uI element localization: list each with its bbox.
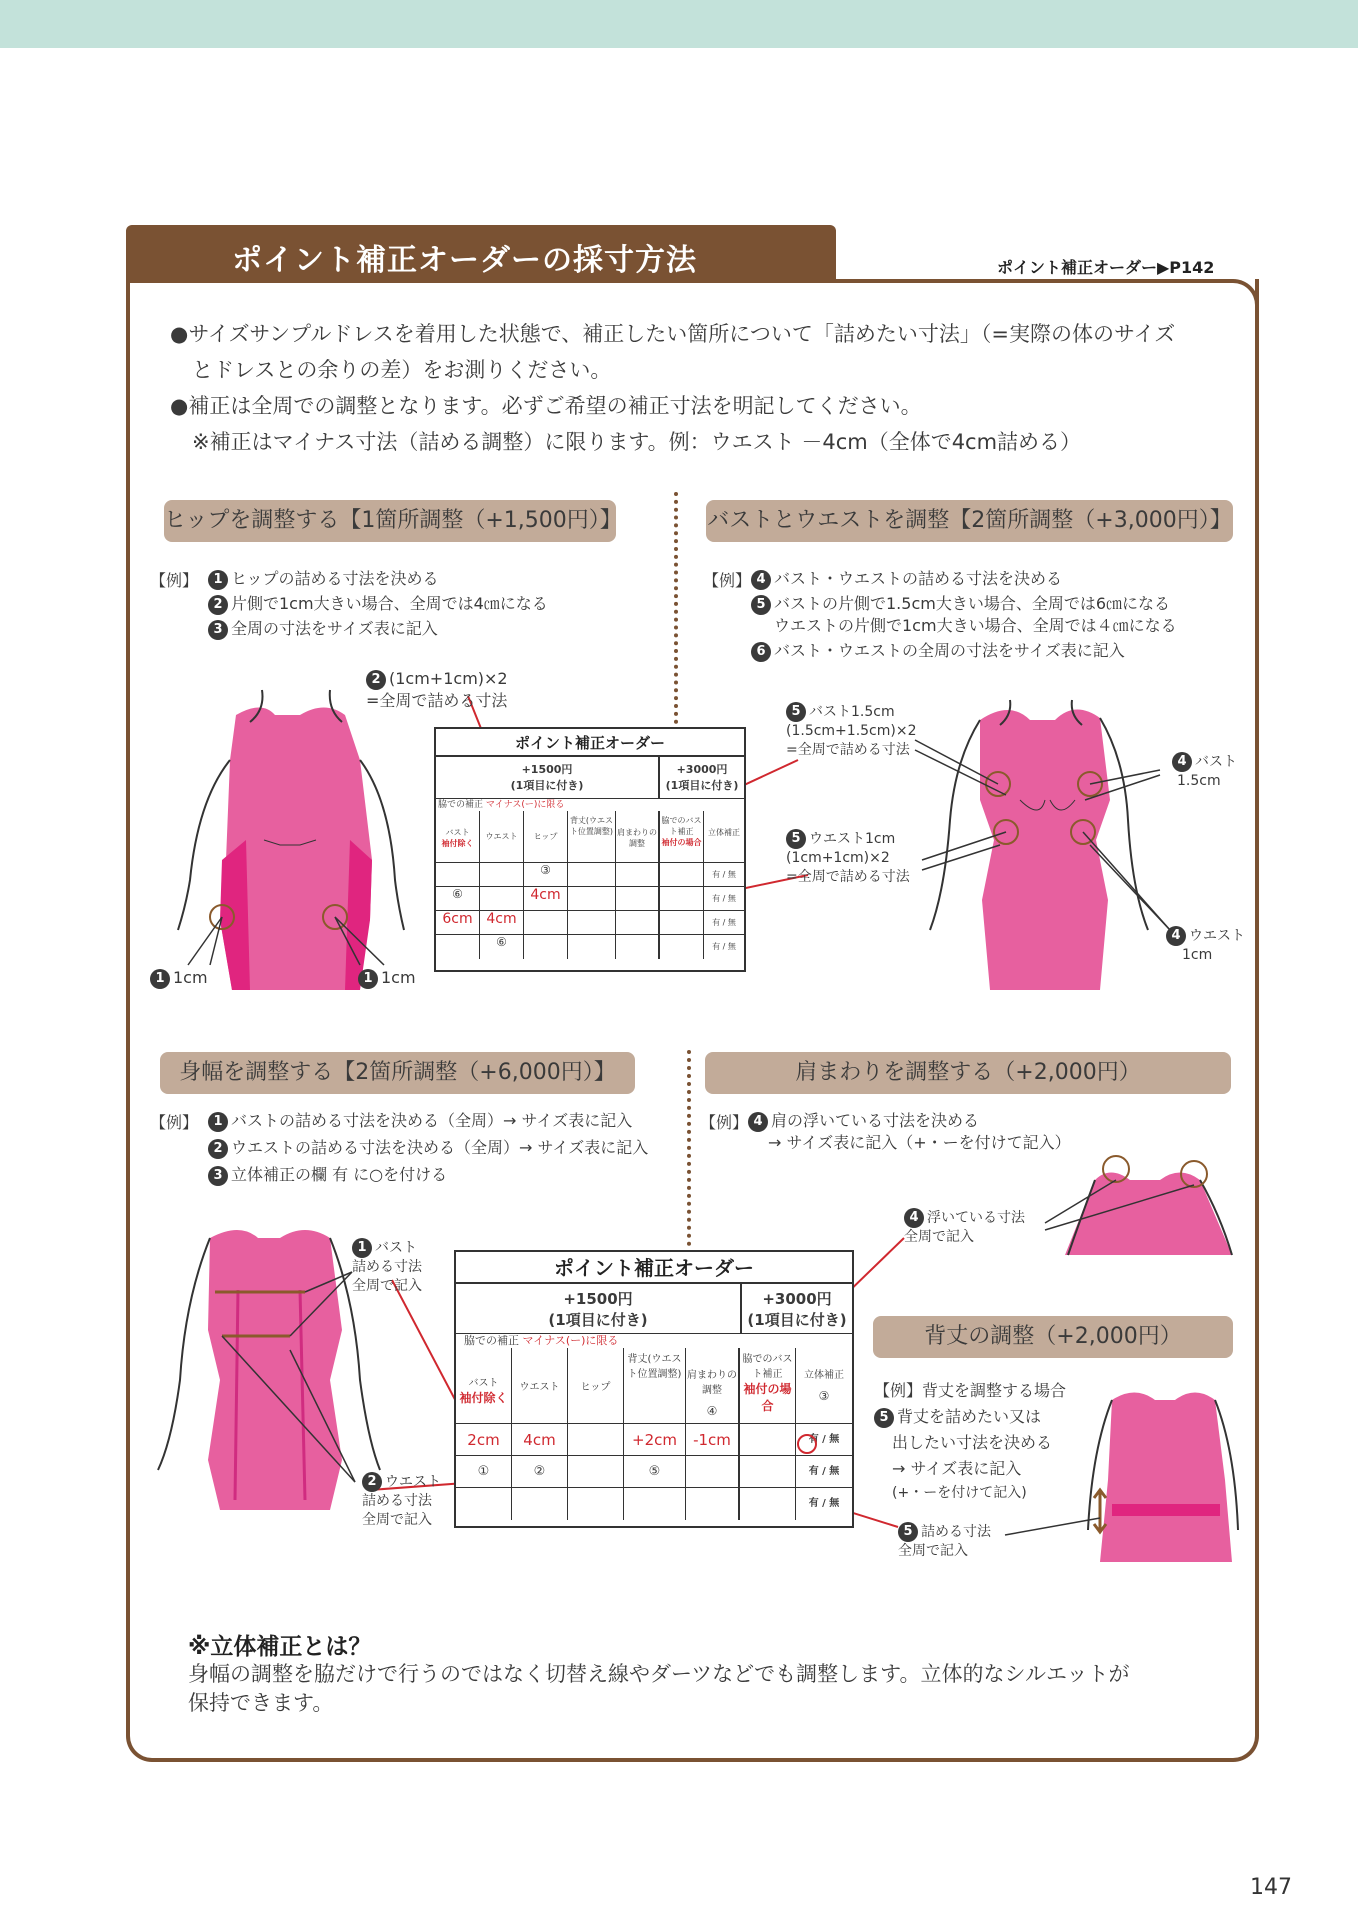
table-body: ③ 有 / 無 ⑥ 4cm 有 / 無 6cm 4cm 有 / 無 ⑥ 有 / 無 [436, 863, 744, 959]
bw-step-6: 6 バスト・ウエストの全周の寸法をサイズ表に記入 [751, 640, 1241, 662]
page-reference-link[interactable]: ポイント補正オーダー▶P142 [997, 258, 1215, 277]
body-width-waist-callout: 2 ウエスト 詰める寸法 全周で記入 [362, 1474, 441, 1528]
hip-step-1: 1 ヒップの詰める寸法を決める [208, 568, 628, 590]
dress-figure-body-width [158, 1230, 380, 1510]
intro-line-1: ●サイズサンプルドレスを着用した状態で、補正したい箇所について「詰めたい寸法」（=実際の体のサイズ [170, 322, 1176, 346]
hip-section-heading: ヒップを調整する【1箇所調整（+1,500円）】 [164, 500, 616, 542]
page-title: ポイント補正オーダーの採寸方法 [126, 225, 836, 283]
table-side-label: 脇での補正 マイナス(ー)に限る [464, 1334, 619, 1347]
table-body: 2cm 4cm +2cm -1cm 有 / 無 ① ② ⑤ 有 / 無 有 / 無 [456, 1424, 852, 1520]
table-side-label: 脇での補正 マイナス(ー)に限る [438, 800, 565, 810]
step-number: 3 [208, 620, 228, 640]
bw-step-4: 4 バスト・ウエストの詰める寸法を決める [751, 568, 1241, 590]
bw-step-5: 5 バストの片側で1.5cm大きい場合、全周では6㎝になる [751, 593, 1241, 615]
waist-callout: 5 ウエスト1cm (1cm+1cm)×2 =全周で詰める寸法 [786, 831, 910, 885]
cell: ③ [524, 863, 568, 887]
cell: 4cm [480, 911, 524, 935]
correction-table-large [454, 1250, 854, 1528]
shoulder-steps: 4 肩の浮いている寸法を決める → サイズ表に記入（+・ーを付けて記入） [748, 1110, 1168, 1154]
body-width-example-label: 【例】 [150, 1113, 199, 1132]
footnote-title: ※立体補正とは？ [188, 1634, 372, 1660]
hip-example-label: 【例】 [150, 571, 199, 590]
cell: +2cm [624, 1424, 686, 1456]
waist-right-label: 4 ウエスト 1cm [1166, 926, 1256, 965]
cell: ⑥ [480, 935, 524, 959]
table-price-row: +1500円 (1項目に付き) +3000円 (1項目に付き) [436, 757, 744, 799]
step-number: 5 [751, 595, 771, 615]
bust-waist-example-label: 【例】 [703, 571, 752, 590]
intro-line-4: ※補正はマイナス寸法（詰める調整）に限ります。例：ウエスト －4cm（全体で4cm詰める） [192, 430, 1082, 454]
shoulder-callout: 4 浮いている寸法 全周で記入 [904, 1210, 1025, 1245]
cell: ① [456, 1456, 512, 1488]
footnote-body: 身幅の調整を脇だけで行うのではなく切替え線やダーツなどでも調整します。立体的なシルエットが 保持できます。 [188, 1662, 1130, 1715]
step-number: 2 [208, 595, 228, 615]
shoulder-section-heading: 肩まわりを調整する（+2,000円） [705, 1052, 1231, 1094]
dress-figure-hip [178, 690, 404, 990]
cell: ⑥ [436, 887, 480, 911]
body-width-steps: 1 バストの詰める寸法を決める（全周）→ サイズ表に記入 2 ウエストの詰める寸法を決める（全周）→ サイズ表に記入 3 立体補正の欄 有 に○を付ける [208, 1110, 688, 1186]
table-title: ポイント補正オーダー [456, 1252, 852, 1284]
bust-right-label: 4 バスト 1.5cm [1172, 752, 1252, 791]
step-number: 4 [751, 570, 771, 590]
cell: 4cm [512, 1424, 568, 1456]
bw-step-5b: ウエストの片側で1cm大きい場合、全周では４㎝になる [774, 616, 1177, 635]
cell: ② [512, 1456, 568, 1488]
table-header-row: バスト 袖付除く ウエスト ヒップ 背丈(ウエスト位置調整) 肩まわりの調整 脇でのバスト補正 袖付の場合 立体補正 [436, 811, 744, 863]
cell: -1cm [686, 1424, 740, 1456]
hip-left-label: 1 1cm [150, 967, 208, 989]
body-width-bust-callout: 1 バスト 詰める寸法 全周で記入 [352, 1240, 422, 1294]
page-number: 147 [1250, 1875, 1292, 1900]
dress-figure-shoulder [1045, 1156, 1232, 1255]
intro-line-2: とドレスとの余りの差）をお測りください。 [192, 358, 612, 382]
step-number: 6 [751, 642, 771, 662]
hip-step-2: 2 片側で1cm大きい場合、全周では4㎝になる [208, 593, 628, 615]
cell: 2cm [456, 1424, 512, 1456]
back-length-text: 【例】背丈を調整する場合 5 背丈を詰めたい又は 出したい寸法を決める → サイズ表に記入 (+・ーを付けて記入) [874, 1381, 1067, 1501]
shoulder-example-label: 【例】 [700, 1113, 749, 1132]
hip-right-label: 1 1cm [358, 967, 416, 989]
back-length-section-heading: 背丈の調整（+2,000円） [873, 1316, 1233, 1358]
table-header-row: バスト 袖付除く ウエスト ヒップ 背丈(ウエスト位置調整) 肩まわりの調整 ④ 脇でのバスト補正 袖付の場合 立体補正 ③ [456, 1348, 852, 1424]
selected-yes-mark [797, 1434, 817, 1454]
table-title: ポイント補正オーダー [436, 729, 744, 757]
intro-line-3: ●補正は全周での調整となります。必ずご希望の補正寸法を明記してください。 [170, 394, 922, 418]
cell: 4cm [524, 887, 568, 911]
hip-step-3: 3 全周の寸法をサイズ表に記入 [208, 618, 628, 640]
hip-callout: 2 (1cm+1cm)×2 =全周で詰める寸法 [366, 669, 508, 710]
table-price-row: +1500円 (1項目に付き) +3000円 (1項目に付き) [456, 1284, 852, 1334]
dress-figure-bust-waist [915, 700, 1170, 990]
bust-waist-section-heading: バストとウエストを調整【2箇所調整（+3,000円）】 [706, 500, 1233, 542]
cell: 6cm [436, 911, 480, 935]
body-width-section-heading: 身幅を調整する【2箇所調整（+6,000円）】 [160, 1052, 635, 1094]
back-length-callout: 5 詰める寸法 全周で記入 [898, 1524, 991, 1559]
bust-callout: 5 バスト1.5cm (1.5cm+1.5cm)×2 =全周で詰める寸法 [786, 704, 917, 758]
correction-table-small [434, 727, 746, 972]
cell: ⑤ [624, 1456, 686, 1488]
step-number: 1 [208, 570, 228, 590]
